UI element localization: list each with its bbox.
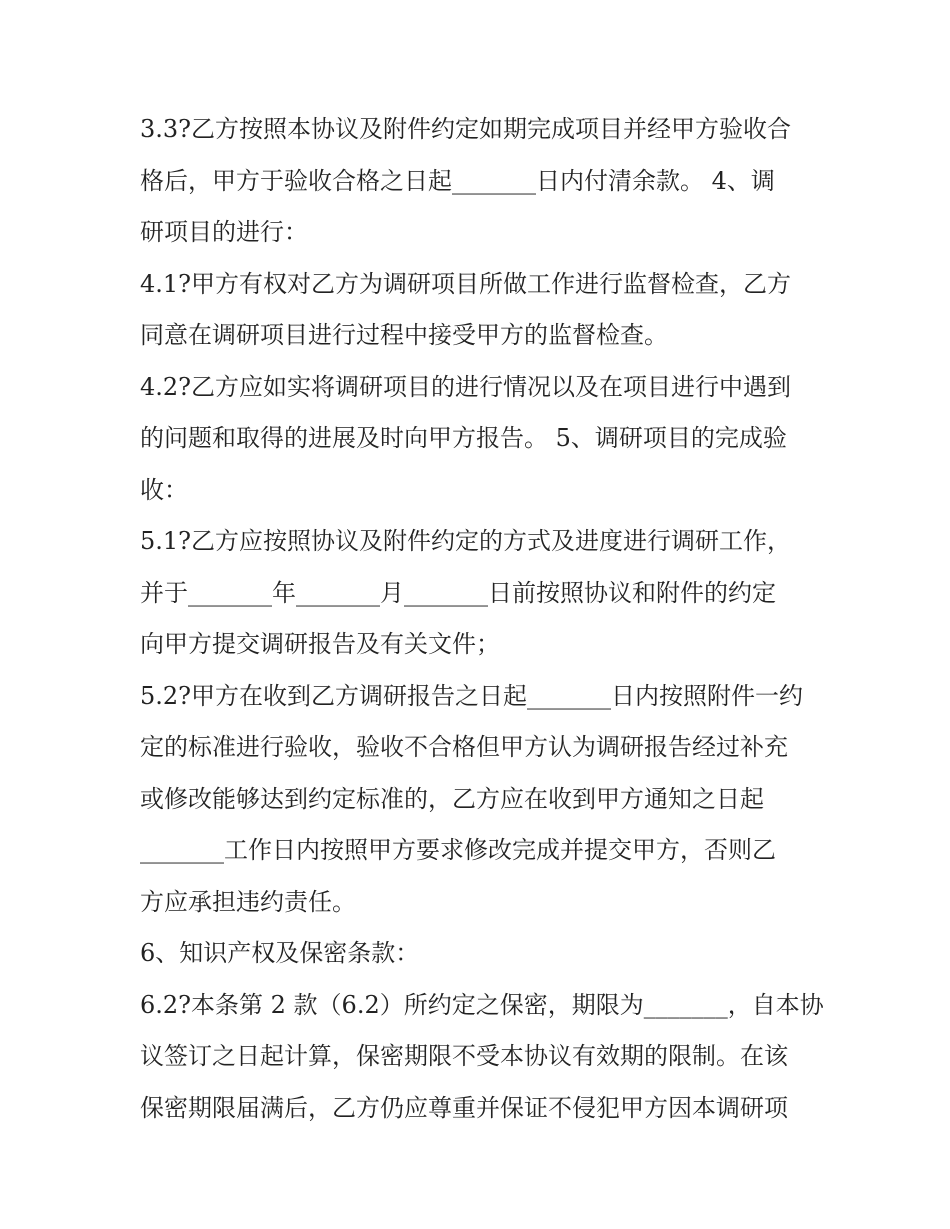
text-line: 4.2?乙方应如实将调研项目的进行情况以及在项目进行中遇到 [140,372,792,401]
text-line: _______工作日内按照甲方要求修改完成并提交甲方，否则乙 [140,836,776,864]
text-line: 格后，甲方于验收合格之日起_______日内付清余款。 4、调 [140,166,775,195]
text-line: 方应承担违约责任。 [140,887,356,916]
text-line: 6.2?本条第 2 款（6.2）所约定之保密，期限为_______，自本协 [140,990,824,1019]
text-line: 保密期限届满后，乙方仍应尊重并保证不侵犯甲方因本调研项 [140,1093,788,1122]
text-line: 的问题和取得的进展及时向甲方报告。 5、调研项目的完成验 [140,424,787,452]
text-line: 6、知识产权及保密条款： [140,939,420,967]
text-line: 同意在调研项目进行过程中接受甲方的监督检查。 [140,321,668,349]
text-line: 向甲方提交调研报告及有关文件； [140,630,500,658]
text-line: 议签订之日起计算，保密期限不受本协议有效期的限制。在该 [140,1042,788,1070]
text-line: 5.2?甲方在收到乙方调研报告之日起_______日内按照附件一约 [140,681,804,710]
text-line: 研项目的进行： [140,218,308,246]
text-line: 5.1?乙方应按照协议及附件约定的方式及进度进行调研工作， [140,527,792,555]
text-line: 收： [140,475,188,504]
document-body [140,104,824,1134]
text-line: 并于_______年_______月_______日前按照协议和附件的约定 [140,578,776,607]
text-line: 或修改能够达到约定标准的，乙方应在收到甲方通知之日起 [140,784,764,813]
text-line: 4.1?甲方有权对乙方为调研项目所做工作进行监督检查，乙方 [140,269,792,298]
text-line: 定的标准进行验收，验收不合格但甲方认为调研报告经过补充 [140,733,788,761]
text-line: 3.3?乙方按照本协议及附件约定如期完成项目并经甲方验收合 [140,115,792,143]
